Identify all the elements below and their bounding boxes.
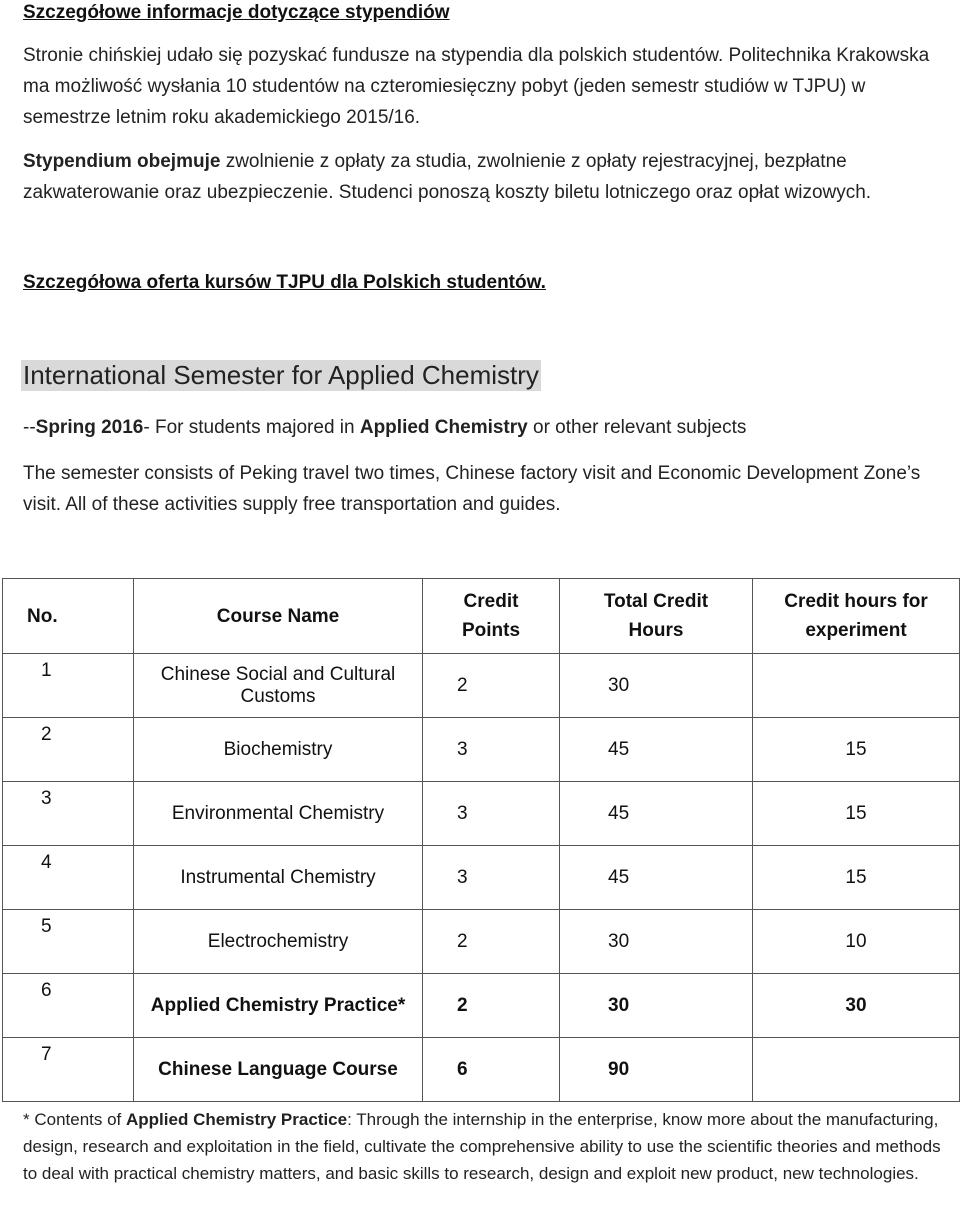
cell-total-hours: 30 — [560, 654, 753, 718]
semester-subtitle — [23, 412, 953, 443]
semester-subject: Applied Chemistry — [359, 417, 528, 438]
table-header-row — [3, 579, 960, 654]
semester-title: International Semester for Applied Chemistry — [23, 360, 539, 390]
cell-credit-points: 2 — [423, 974, 560, 1038]
cell-no: 4 — [3, 846, 134, 910]
header-no: No. — [3, 579, 134, 654]
cell-no: 3 — [3, 782, 134, 846]
cell-course-name: Chinese Language Course — [134, 1038, 423, 1102]
cell-course-name: Biochemistry — [134, 718, 423, 782]
cell-no: 5 — [3, 910, 134, 974]
semester-description: The semester consists of Peking travel two times, Chinese factory visit and Economic Development Zone’s visit. All of these activities supply free transportation and guides. — [23, 463, 921, 515]
cell-course-name: Applied Chemistry Practice* — [134, 974, 423, 1038]
cell-credit-points: 3 — [423, 846, 560, 910]
semester-subtitle-prefix: -- — [23, 417, 36, 438]
cell-experiment-hours — [753, 1038, 960, 1102]
semester-season: Spring 2016 — [35, 417, 144, 438]
header-credit-points: Credit Points — [423, 579, 560, 654]
cell-total-hours: 45 — [560, 782, 753, 846]
cell-total-hours: 45 — [560, 846, 753, 910]
cell-no: 2 — [3, 718, 134, 782]
cell-total-hours: 30 — [560, 974, 753, 1038]
cell-credit-points: 6 — [423, 1038, 560, 1102]
cell-total-hours: 30 — [560, 910, 753, 974]
header-experiment-hours: Credit hours for experiment — [753, 579, 960, 654]
scholarship-paragraph-2-bold: Stypendium obejmuje — [23, 151, 221, 172]
header-total-credit-hours: Total Credit Hours — [560, 579, 753, 654]
scholarship-paragraph-2 — [23, 146, 953, 208]
cell-credit-points: 3 — [423, 782, 560, 846]
cell-total-hours: 90 — [560, 1038, 753, 1102]
cell-course-name: Electrochemistry — [134, 910, 423, 974]
cell-course-name: Instrumental Chemistry — [134, 846, 423, 910]
scholarship-paragraph-1: Stronie chińskiej udało się pozyskać fundusze na stypendia dla polskich studentów. Politechnika Krakowska ma możliwość wysłania 10 studentów na czteromiesięczny pobyt (jeden semestr studiów w TJPU) w semestrze letnim roku akademickiego 2015/16. — [23, 45, 930, 128]
cell-total-hours: 45 — [560, 718, 753, 782]
table-row — [3, 718, 960, 782]
cell-credit-points: 2 — [423, 910, 560, 974]
footnote-bold: Applied Chemistry Practice — [126, 1110, 348, 1129]
cell-experiment-hours — [753, 654, 960, 718]
scholarship-heading: Szczegółowe informacje dotyczące stypendiów — [23, 2, 450, 23]
cell-experiment-hours: 30 — [753, 974, 960, 1038]
semester-subtitle-mid: - For students majored in — [143, 417, 360, 438]
footnote-prefix: * Contents of — [23, 1110, 127, 1129]
cell-no: 1 — [3, 654, 134, 718]
cell-experiment-hours: 15 — [753, 782, 960, 846]
course-offer-heading: Szczegółowa oferta kursów TJPU dla Polskich studentów. — [23, 272, 546, 293]
cell-credit-points: 3 — [423, 718, 560, 782]
table-row — [3, 974, 960, 1038]
cell-experiment-hours: 15 — [753, 718, 960, 782]
footnote-text: : Through the internship in the enterprise, know more about the manufacturing, design, research and exploitation in the field, cultivate the comprehensive ability to use the scientific theories and methods to deal with practical chemistry matters, and basic skills to research, design and exploit new product, new technologies. — [23, 1110, 941, 1183]
table-row — [3, 1038, 960, 1102]
cell-experiment-hours: 15 — [753, 846, 960, 910]
table-row — [3, 782, 960, 846]
cell-credit-points: 2 — [423, 654, 560, 718]
semester-subtitle-end: or other relevant subjects — [527, 417, 747, 438]
cell-experiment-hours: 10 — [753, 910, 960, 974]
table-row — [3, 910, 960, 974]
footnote — [23, 1106, 953, 1187]
cell-no: 6 — [3, 974, 134, 1038]
table-row — [3, 846, 960, 910]
course-table — [2, 578, 960, 1102]
cell-no: 7 — [3, 1038, 134, 1102]
cell-course-name: Environmental Chemistry — [134, 782, 423, 846]
cell-course-name: Chinese Social and Cultural Customs — [134, 654, 423, 718]
header-course-name: Course Name — [134, 579, 423, 654]
table-row — [3, 654, 960, 718]
scholarship-paragraph-2-text: zwolnienie z opłaty za studia, zwolnienie z opłaty rejestracyjnej, bezpłatne zakwaterowanie oraz ubezpieczenie. Studenci ponoszą koszty biletu lotniczego oraz opłat wizowych. — [23, 151, 872, 203]
